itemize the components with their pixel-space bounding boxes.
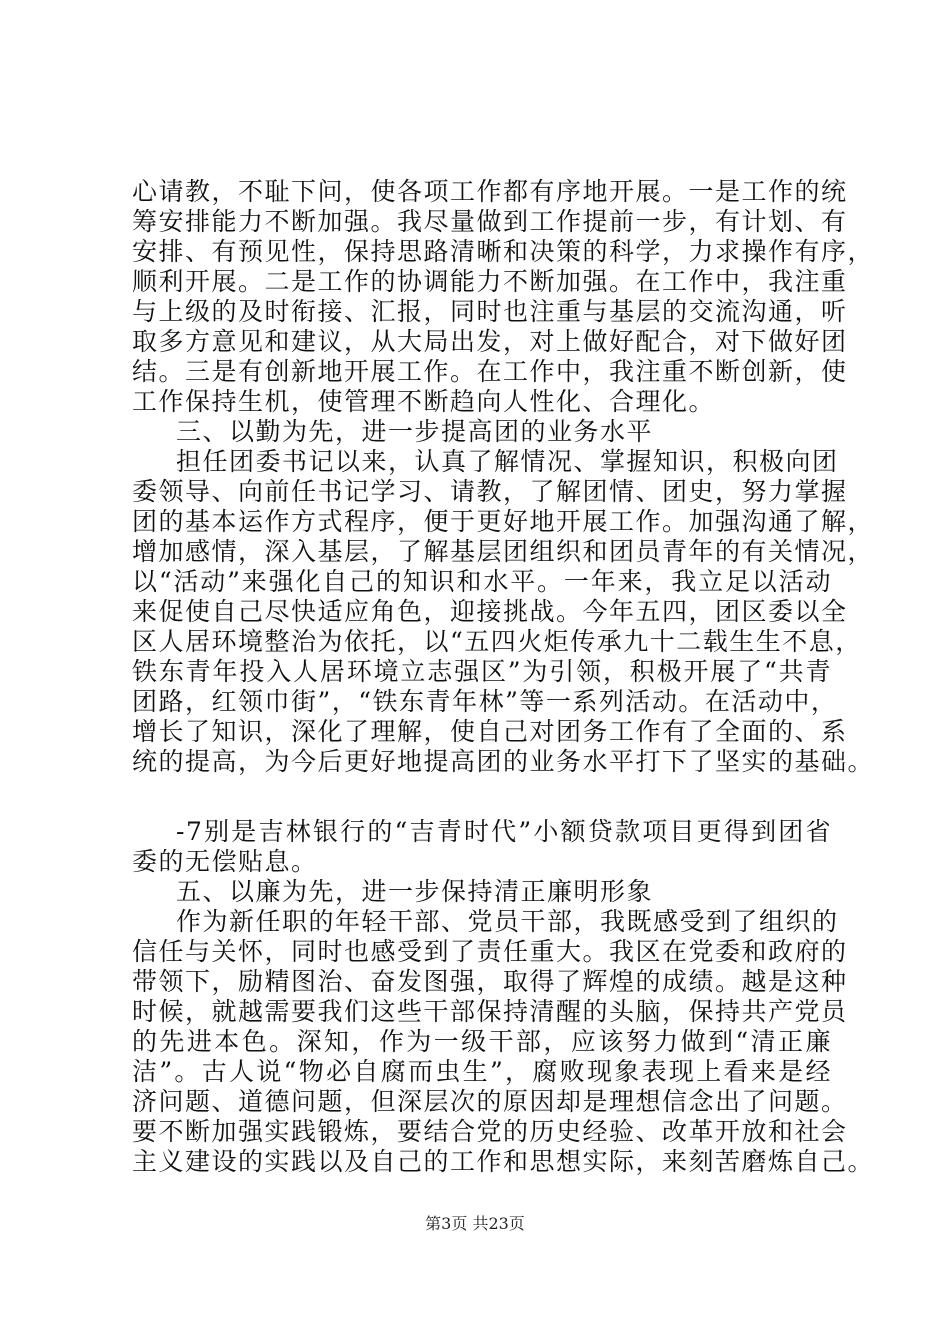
body-text-line: 结。三是有创新地开展工作。在工作中，我注重不断创新，使: [132, 357, 848, 386]
body-text-line: 工作保持生机，使管理不断趋向人性化、合理化。: [132, 387, 716, 416]
body-text-line: 信任与关怀，同时也感受到了责任重大。我区在党委和政府的: [132, 937, 848, 966]
body-text-line: 安排、有预见性，保持思路清晰和决策的科学，力求操作有序，: [132, 237, 875, 266]
body-text-line: 来促使自己尽快适应角色，迎接挑战。今年五四，团区委以全: [132, 597, 848, 626]
body-text-line: 委的无偿贴息。: [132, 847, 318, 876]
body-text-line: 增加感情，深入基层，了解基层团组织和团员青年的有关情况，: [132, 537, 875, 566]
body-text-line: 与上级的及时衔接、汇报，同时也注重与基层的交流沟通，听: [132, 297, 848, 326]
body-text-line: 筹安排能力不断加强。我尽量做到工作提前一步，有计划、有: [132, 207, 848, 236]
body-text-line: 心请教，不耻下问，使各项工作都有序地开展。一是工作的统: [132, 177, 848, 206]
body-text-line: 主义建设的实践以及自己的工作和思想实际，来刻苦磨炼自己。: [132, 1147, 875, 1176]
body-text-line: -7别是吉林银行的“吉青时代”小额贷款项目更得到团省: [176, 817, 832, 846]
body-text-line: 统的提高，为今后更好地提高团的业务水平打下了坚实的基础。: [132, 747, 875, 776]
body-text-line: 顺利开展。二是工作的协调能力不断加强。在工作中，我注重: [132, 267, 848, 296]
body-text-line: 团路，红领巾街”，“铁东青年林”等一系列活动。在活动中，: [132, 687, 838, 716]
body-text-line: 担任团委书记以来，认真了解情况、掌握知识，积极向团: [176, 447, 839, 476]
section-heading: 三、以勤为先，进一步提高团的业务水平: [176, 417, 654, 446]
body-text-line: 铁东青年投入人居环境立志强区”为引领，积极开展了“共青: [132, 657, 832, 686]
body-text-line: 时候，就越需要我们这些干部保持清醒的头脑，保持共产党员: [132, 997, 848, 1026]
body-text-line: 济问题、道德问题，但深层次的原因却是理想信念出了问题。: [132, 1087, 848, 1116]
body-text-line: 委领导、向前任书记学习、请教，了解团情、团史，努力掌握: [132, 477, 848, 506]
body-text-line: 要不断加强实践锻炼，要结合党的历史经验、改革开放和社会: [132, 1117, 848, 1146]
page-number-footer: 第3页 共23页: [425, 1214, 525, 1233]
section-heading: 五、以廉为先，进一步保持清正廉明形象: [176, 877, 654, 906]
body-text-line: 的先进本色。深知，作为一级干部，应该努力做到“清正廉: [132, 1027, 832, 1056]
body-text-line: 以“活动”来强化自己的知识和水平。一年来，我立足以活动: [132, 567, 832, 596]
body-text-line: 取多方意见和建议，从大局出发，对上做好配合，对下做好团: [132, 327, 848, 356]
body-text-line: 增长了知识，深化了理解，使自己对团务工作有了全面的、系: [132, 717, 848, 746]
body-text-line: 洁”。古人说“物必自腐而虫生”，腐败现象表现上看来是经: [132, 1057, 832, 1086]
body-text-line: 作为新任职的年轻干部、党员干部，我既感受到了组织的: [176, 907, 839, 936]
body-text-line: 团的基本运作方式程序，便于更好地开展工作。加强沟通了解，: [132, 507, 875, 536]
body-text-line: 带领下，励精图治、奋发图强，取得了辉煌的成绩。越是这种: [132, 967, 848, 996]
body-text-line: 区人居环境整治为依托，以“五四火炬传承九十二载生生不息，: [132, 627, 862, 656]
